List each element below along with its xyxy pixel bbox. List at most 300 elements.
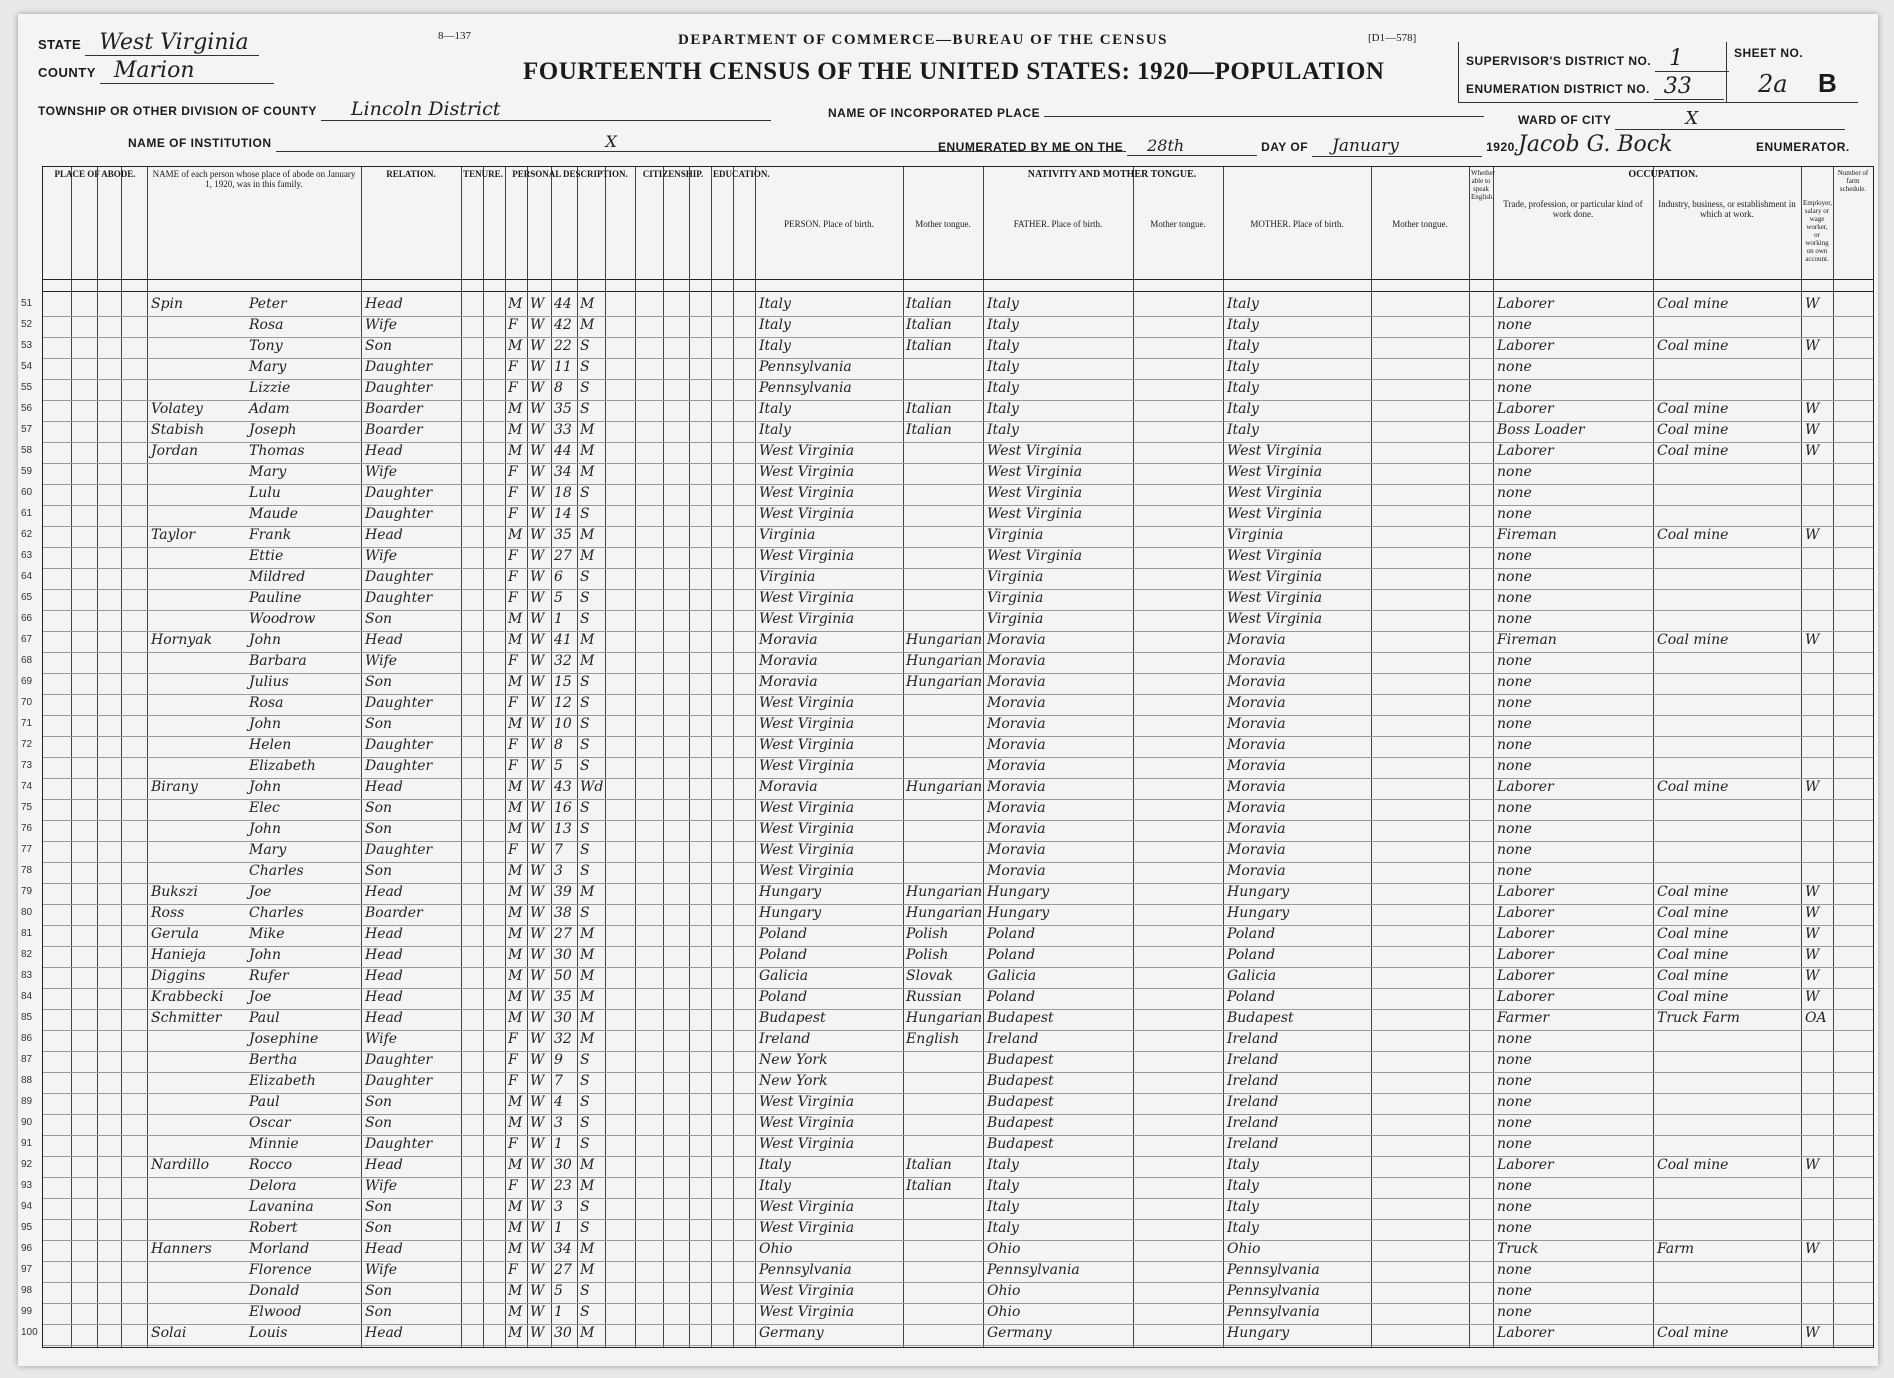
occupation-cell: none [1497,758,1532,774]
birthplace-cell: Germany [759,1325,824,1341]
sex-cell: F [508,1178,518,1194]
father-birthplace-cell: Ohio [987,1283,1021,1299]
marital-status-cell: S [580,1073,590,1089]
mother-tongue-cell [906,800,982,820]
col-header-personal-description: PERSONAL DESCRIPTION. [512,169,628,179]
relation-cell: Head [365,527,403,543]
birthplace-cell: West Virginia [759,443,855,459]
father-birthplace-cell: Italy [987,338,1019,354]
occupation-cell: none [1497,1136,1532,1152]
industry-cell [1657,737,1799,757]
sex-cell: M [508,947,523,963]
township-field [38,98,771,121]
surname-cell: Hanieja [151,947,207,963]
sex-cell: F [508,485,518,501]
race-cell: W [530,569,545,585]
mother-tongue-cell [906,1220,982,1240]
race-cell: W [530,485,545,501]
birthplace-cell: Virginia [759,569,816,585]
mother-tongue-cell: Italian [906,317,952,333]
given-name-cell: Mike [249,926,285,942]
mother-birthplace-cell: Moravia [1227,737,1286,753]
father-birthplace-cell: Italy [987,317,1019,333]
worker-class-cell [1805,695,1833,715]
father-birthplace-cell: Budapest [987,1115,1054,1131]
industry-cell: Coal mine [1657,905,1729,921]
father-birthplace-cell: West Virginia [987,464,1083,480]
given-name-cell: Rufer [249,968,289,984]
given-name-cell: Frank [249,527,292,543]
mother-tongue-cell: Italian [906,401,952,417]
age-cell: 34 [554,1241,572,1257]
marital-status-cell: S [580,338,590,354]
father-birthplace-cell: Budapest [987,1052,1054,1068]
relation-cell: Wife [365,1178,398,1194]
line-number-cell: 89 [21,1096,33,1107]
industry-cell [1657,548,1799,568]
industry-cell: Coal mine [1657,338,1729,354]
race-cell: W [530,506,545,522]
sex-cell: M [508,1304,523,1320]
father-birthplace-cell: West Virginia [987,506,1083,522]
worker-class-cell: W [1805,1241,1820,1257]
birthplace-cell: Poland [759,947,808,963]
mother-tongue-cell [906,1283,982,1303]
sex-cell: M [508,800,523,816]
relation-cell: Head [365,443,403,459]
line-number-cell: 52 [21,319,33,330]
mother-tongue-cell: Hungarian [906,632,983,648]
mother-tongue-cell [906,1262,982,1282]
relation-cell: Son [365,1199,393,1215]
marital-status-cell: S [580,380,590,396]
table-row [21,589,1873,611]
industry-cell: Coal mine [1657,779,1729,795]
sex-cell: M [508,863,523,879]
line-number-cell: 75 [21,802,33,813]
mother-tongue-cell [906,737,982,757]
col-header-nativity: NATIVITY AND MOTHER TONGUE. [1027,169,1197,180]
occupation-cell: Laborer [1497,1157,1554,1173]
sex-cell: M [508,1220,523,1236]
industry-cell: Coal mine [1657,968,1729,984]
surname-cell: Taylor [151,527,196,543]
marital-status-cell: M [580,1010,595,1026]
sheet-label: SHEET NO. [1734,46,1804,60]
marital-status-cell: M [580,464,595,480]
supervisor-value: 1 [1655,46,1729,72]
industry-cell [1657,464,1799,484]
relation-cell: Head [365,989,403,1005]
age-cell: 23 [554,1178,572,1194]
worker-class-cell: W [1805,1157,1820,1173]
mother-birthplace-cell: Moravia [1227,863,1286,879]
surname-cell: Solai [151,1325,187,1341]
age-cell: 3 [554,1199,563,1215]
line-number-cell: 64 [21,571,33,582]
race-cell: W [530,1094,545,1110]
relation-cell: Daughter [365,590,433,606]
father-birthplace-cell: Hungary [987,905,1050,921]
line-number-cell: 99 [21,1306,33,1317]
sheet-value: 2a [1758,70,1788,98]
industry-cell [1657,1220,1799,1240]
col-header-name: NAME of each person whose place of abode on January 1, 1920, was in this family. [152,169,356,189]
mother-tongue-cell [906,548,982,568]
mother-tongue-cell: Hungarian [906,674,983,690]
race-cell: W [530,527,545,543]
marital-status-cell: M [580,317,595,333]
line-number-cell: 100 [21,1327,38,1338]
enumerator-label: ENUMERATOR. [1756,140,1850,154]
given-name-cell: John [249,632,282,648]
mother-tongue-cell [906,716,982,736]
surname-cell [151,674,247,694]
line-number-cell: 96 [21,1243,33,1254]
birthplace-cell: Poland [759,989,808,1005]
mother-tongue-cell: Hungarian [906,779,983,795]
father-birthplace-cell: Budapest [987,1136,1054,1152]
father-birthplace-cell: Moravia [987,695,1046,711]
industry-cell [1657,317,1799,337]
worker-class-cell: W [1805,422,1820,438]
surname-cell [151,506,247,526]
mother-birthplace-cell: Hungary [1227,905,1290,921]
given-name-cell: Josephine [249,1031,319,1047]
birthplace-cell: Moravia [759,632,818,648]
mother-tongue-cell [906,590,982,610]
enumerator-name: Jacob G. Bock [1518,132,1673,157]
father-birthplace-cell: Moravia [987,779,1046,795]
ward-label: WARD OF CITY [1518,113,1612,127]
marital-status-cell: S [580,1283,590,1299]
race-cell: W [530,611,545,627]
relation-cell: Daughter [365,842,433,858]
marital-status-cell: S [580,1136,590,1152]
table-row [21,1093,1873,1115]
relation-cell: Wife [365,464,398,480]
worker-class-cell: W [1805,401,1820,417]
surname-cell [151,548,247,568]
father-birthplace-cell: Italy [987,1178,1019,1194]
race-cell: W [530,1157,545,1173]
age-cell: 6 [554,569,563,585]
age-cell: 9 [554,1052,563,1068]
mother-birthplace-cell: Italy [1227,422,1259,438]
race-cell: W [530,905,545,921]
line-number-cell: 76 [21,823,33,834]
sex-cell: M [508,338,523,354]
race-cell: W [530,968,545,984]
mother-tongue-cell: Polish [906,947,949,963]
relation-cell: Son [365,611,393,627]
mother-birthplace-cell: West Virginia [1227,611,1323,627]
given-name-cell: Minnie [249,1136,299,1152]
worker-class-cell [1805,1220,1833,1240]
given-name-cell: Thomas [249,443,305,459]
occupation-cell: none [1497,1178,1532,1194]
worker-class-cell: W [1805,338,1820,354]
surname-cell [151,1115,247,1135]
mother-tongue-cell [906,380,982,400]
given-name-cell: Rocco [249,1157,293,1173]
occupation-cell: Laborer [1497,443,1554,459]
industry-cell: Coal mine [1657,632,1729,648]
age-cell: 39 [554,884,572,900]
occupation-cell: Fireman [1497,632,1557,648]
line-number-cell: 80 [21,907,33,918]
mother-birthplace-cell: Galicia [1227,968,1277,984]
age-cell: 35 [554,401,572,417]
surname-cell [151,653,247,673]
marital-status-cell: M [580,632,595,648]
race-cell: W [530,842,545,858]
table-row [21,1177,1873,1199]
table-row [21,484,1873,506]
industry-cell [1657,1199,1799,1219]
relation-cell: Son [365,821,393,837]
sex-cell: F [508,548,518,564]
surname-cell [151,863,247,883]
mother-birthplace-cell: West Virginia [1227,443,1323,459]
worker-class-cell [1805,737,1833,757]
given-name-cell: John [249,779,282,795]
mother-tongue-cell: Italian [906,338,952,354]
race-cell: W [530,1199,545,1215]
age-cell: 7 [554,842,563,858]
age-cell: 27 [554,1262,572,1278]
worker-class-cell [1805,716,1833,736]
mother-birthplace-cell: Ireland [1227,1031,1279,1047]
industry-cell [1657,1136,1799,1156]
father-birthplace-cell: Moravia [987,842,1046,858]
state-label: STATE [38,37,82,52]
mother-birthplace-cell: Poland [1227,926,1276,942]
sex-cell: F [508,1136,518,1152]
given-name-cell: Elizabeth [249,1073,316,1089]
marital-status-cell: M [580,947,595,963]
mother-tongue-cell: Hungarian [906,905,983,921]
mother-tongue-cell: Slovak [906,968,954,984]
table-row [21,736,1873,758]
line-number-cell: 83 [21,970,33,981]
sex-cell: M [508,527,523,543]
line-number-cell: 87 [21,1054,33,1065]
table-row [21,379,1873,401]
age-cell: 1 [554,1220,563,1236]
table-row [21,526,1873,548]
age-cell: 44 [554,296,572,312]
race-cell: W [530,1115,545,1131]
mother-birthplace-cell: Poland [1227,947,1276,963]
given-name-cell: Ettie [249,548,284,564]
mother-birthplace-cell: Hungary [1227,1325,1290,1341]
worker-class-cell [1805,1052,1833,1072]
table-row [21,1072,1873,1094]
birthplace-cell: Ireland [759,1031,811,1047]
worker-class-cell [1805,1304,1833,1324]
line-number-cell: 60 [21,487,33,498]
occupation-cell: Laborer [1497,905,1554,921]
age-cell: 4 [554,1094,563,1110]
industry-cell [1657,758,1799,778]
form-id: [D1—578] [1368,32,1417,44]
relation-cell: Daughter [365,1052,433,1068]
sex-cell: M [508,1094,523,1110]
table-row [21,757,1873,779]
industry-cell [1657,716,1799,736]
col-header-education: EDUCATION. [713,169,770,179]
relation-cell: Daughter [365,485,433,501]
sex-cell: M [508,611,523,627]
occupation-cell: none [1497,548,1532,564]
birthplace-cell: West Virginia [759,758,855,774]
table-row [21,1135,1873,1157]
worker-class-cell [1805,359,1833,379]
mother-birthplace-cell: Ireland [1227,1094,1279,1110]
race-cell: W [530,590,545,606]
occupation-cell: none [1497,569,1532,585]
given-name-cell: John [249,947,282,963]
enumeration-district-label: ENUMERATION DISTRICT NO. [1466,82,1650,96]
surname-cell [151,716,247,736]
race-cell: W [530,1262,545,1278]
mother-birthplace-cell: West Virginia [1227,590,1323,606]
birthplace-cell: West Virginia [759,1115,855,1131]
father-birthplace-cell: Poland [987,989,1036,1005]
occupation-cell: none [1497,1031,1532,1047]
age-cell: 5 [554,758,563,774]
line-number-cell: 90 [21,1117,33,1128]
marital-status-cell: S [580,590,590,606]
race-cell: W [530,632,545,648]
surname-cell: Stabish [151,422,205,438]
relation-cell: Son [365,863,393,879]
census-table [21,166,1874,1348]
race-cell: W [530,674,545,690]
sex-cell: F [508,758,518,774]
relation-cell: Daughter [365,1073,433,1089]
form-number: 8—137 [438,30,471,42]
relation-cell: Head [365,884,403,900]
birthplace-cell: Galicia [759,968,809,984]
relation-cell: Son [365,1283,393,1299]
sex-cell: M [508,422,523,438]
father-birthplace-cell: Virginia [987,527,1044,543]
col-header-relation: RELATION. [386,169,436,179]
occupation-cell: Laborer [1497,989,1554,1005]
marital-status-cell: M [580,1262,595,1278]
occupation-cell: Laborer [1497,779,1554,795]
line-number-cell: 77 [21,844,33,855]
mother-tongue-cell [906,1241,982,1261]
table-row [21,652,1873,674]
given-name-cell: Julius [249,674,289,690]
mother-birthplace-cell: West Virginia [1227,548,1323,564]
occupation-cell: none [1497,842,1532,858]
line-number-cell: 71 [21,718,33,729]
worker-class-cell [1805,1283,1833,1303]
race-cell: W [530,779,545,795]
birthplace-cell: West Virginia [759,611,855,627]
occupation-cell: Laborer [1497,401,1554,417]
col-header-mother-tongue: Mother tongue. [1392,219,1448,229]
relation-cell: Son [365,716,393,732]
age-cell: 44 [554,443,572,459]
race-cell: W [530,926,545,942]
county-field [38,58,274,84]
mother-birthplace-cell: Moravia [1227,632,1286,648]
table-row [21,463,1873,485]
age-cell: 33 [554,422,572,438]
given-name-cell: Joe [249,989,272,1005]
father-birthplace-cell: Italy [987,380,1019,396]
given-name-cell: John [249,716,282,732]
worker-class-cell [1805,380,1833,400]
line-number-cell: 56 [21,403,33,414]
mother-birthplace-cell: Italy [1227,1178,1259,1194]
relation-cell: Daughter [365,359,433,375]
age-cell: 1 [554,611,563,627]
mother-birthplace-cell: Italy [1227,317,1259,333]
line-number-cell: 54 [21,361,33,372]
surname-cell [151,1304,247,1324]
surname-cell [151,1031,247,1051]
race-cell: W [530,716,545,732]
worker-class-cell: W [1805,632,1820,648]
surname-cell: Hornyak [151,632,213,648]
mother-tongue-cell: Hungarian [906,884,983,900]
father-birthplace-cell: Virginia [987,590,1044,606]
relation-cell: Head [365,926,403,942]
marital-status-cell: S [580,1220,590,1236]
age-cell: 1 [554,1304,563,1320]
mother-tongue-cell: Italian [906,296,952,312]
census-title: FOURTEENTH CENSUS OF THE UNITED STATES: 1920—POPULATION [523,58,1385,85]
surname-cell: Birany [151,779,198,795]
sex-cell: M [508,1241,523,1257]
line-number-cell: 95 [21,1222,33,1233]
worker-class-cell [1805,842,1833,862]
table-row [21,421,1873,443]
institution-label: NAME OF INSTITUTION [128,136,272,150]
given-name-cell: Peter [249,296,287,312]
table-row [21,1324,1873,1346]
marital-status-cell: M [580,1157,595,1173]
marital-status-cell: S [580,800,590,816]
occupation-cell: none [1497,737,1532,753]
marital-status-cell: M [580,653,595,669]
table-row [21,1219,1873,1241]
col-header-occupation: OCCUPATION. [1628,169,1698,180]
industry-cell [1657,1178,1799,1198]
mother-birthplace-cell: Moravia [1227,674,1286,690]
worker-class-cell: W [1805,989,1820,1005]
table-row [21,505,1873,527]
day-of-label: DAY OF [1261,140,1309,154]
given-name-cell: Adam [249,401,290,417]
enumeration-district-value: 33 [1654,74,1724,100]
mother-tongue-cell [906,443,982,463]
birthplace-cell: West Virginia [759,548,855,564]
table-row [21,820,1873,842]
mother-birthplace-cell: Ireland [1227,1052,1279,1068]
line-number-cell: 73 [21,760,33,771]
surname-cell [151,485,247,505]
table-row [21,1009,1873,1031]
line-number-cell: 74 [21,781,33,792]
relation-cell: Head [365,1157,403,1173]
